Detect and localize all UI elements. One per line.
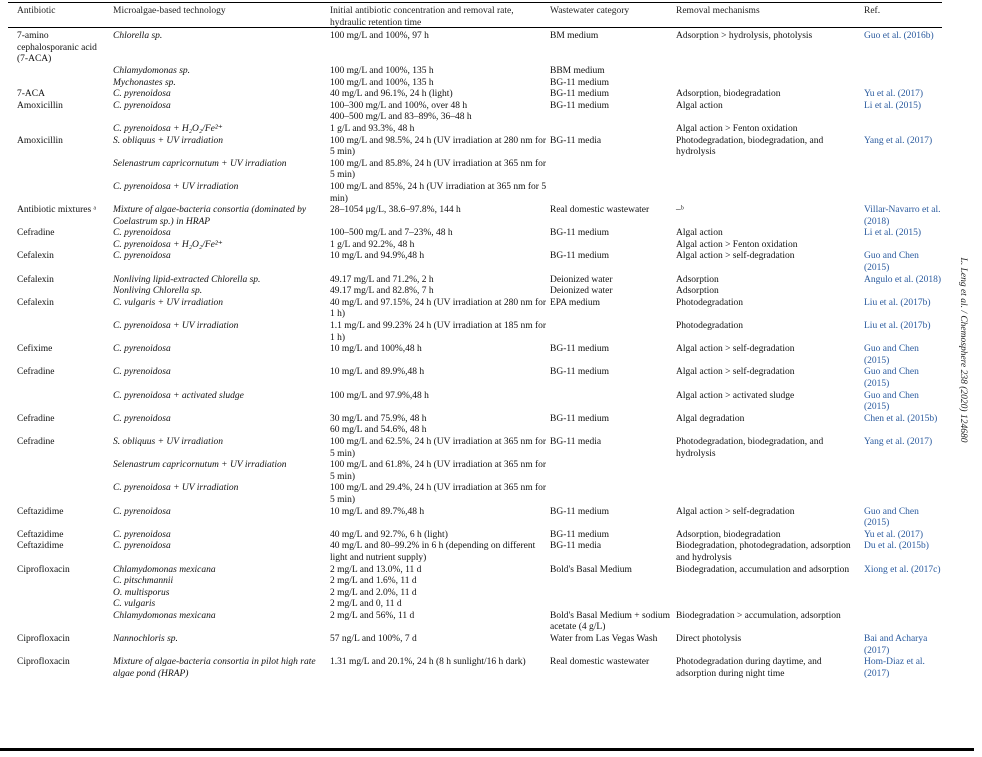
header-technology: Microalgae-based technology: [113, 6, 226, 16]
cell-technology: C. vulgaris: [113, 599, 156, 610]
cell-concentration: 28–1054 μg/L, 38.6–97.8%, 144 h: [330, 205, 461, 216]
cell-mechanism: [676, 66, 864, 78]
table-row: [17, 344, 942, 367]
cell-antibiotic: [17, 588, 113, 600]
cell-antibiotic: Ceftazidime: [17, 506, 64, 517]
cell-technology: Mixture of algae-bacteria consortia in pilot high rate algae pond (HRAP): [113, 657, 316, 679]
cell-antibiotic: Cefixime: [17, 344, 53, 355]
table-row: [17, 182, 942, 205]
cell-mechanism: [676, 588, 864, 600]
table-row: [17, 78, 942, 90]
cell-mechanism: Algal action > Fenton oxidation: [676, 239, 798, 250]
cell-mechanism: [676, 576, 864, 588]
cell-wastewater: [550, 240, 676, 252]
table-row: [17, 425, 942, 437]
cell-reference[interactable]: Liu et al. (2017b): [864, 321, 931, 332]
cell-wastewater: BG-11 medium: [550, 529, 610, 540]
cell-mechanism: Adsorption, biodegradation: [676, 89, 781, 100]
cell-concentration: 40 mg/L and 96.1%, 24 h (light): [330, 89, 453, 100]
cell-antibiotic: [17, 182, 113, 205]
cell-wastewater: [550, 425, 676, 437]
cell-technology: Selenastrum capricornutum + UV irradiation: [113, 158, 287, 169]
cell-reference: [864, 599, 942, 611]
cell-wastewater: BG-11 media: [550, 541, 602, 552]
cell-mechanism: Algal action > self-degradation: [676, 251, 795, 262]
cell-mechanism: [676, 78, 864, 90]
table-row: [17, 657, 942, 680]
cell-technology: Nannochloris sp.: [113, 634, 178, 645]
cell-antibiotic: 7-amino cephalosporanic acid (7-ACA): [17, 31, 97, 65]
cell-wastewater: EPA medium: [550, 297, 601, 308]
cell-technology: S. obliquus + UV irradiation: [113, 135, 223, 146]
cell-mechanism: Algal action > self-degradation: [676, 506, 795, 517]
cell-antibiotic: Antibiotic mixtures ᵃ: [17, 205, 97, 216]
cell-wastewater: BG-11 medium: [550, 89, 610, 100]
cell-concentration: 60 mg/L and 54.6%, 48 h: [330, 425, 427, 436]
cell-antibiotic: Amoxicillin: [17, 100, 63, 111]
cell-technology: C. pyrenoidosa + UV irradiation: [113, 321, 239, 332]
cell-technology: Selenastrum capricornutum + UV irradiation: [113, 460, 287, 471]
table-row: [17, 483, 942, 506]
cell-technology: C. pyrenoidosa: [113, 413, 171, 424]
cell-reference[interactable]: Hom-Diaz et al. (2017): [864, 657, 925, 679]
cell-technology: C. pyrenoidosa: [113, 251, 171, 262]
cell-technology: C. pyrenoidosa: [113, 367, 171, 378]
cell-wastewater: BM medium: [550, 31, 599, 42]
cell-wastewater: [550, 588, 676, 600]
cell-reference[interactable]: Yang et al. (2017): [864, 135, 933, 146]
cell-mechanism: [676, 112, 864, 124]
cell-mechanism: Algal action: [676, 228, 723, 239]
cell-reference: [864, 460, 942, 483]
cell-technology: Chlorella sp.: [113, 31, 163, 42]
cell-concentration: 1.31 mg/L and 20.1%, 24 h (8 h sunlight/16 h dark): [330, 657, 526, 668]
table-row: [17, 588, 942, 600]
cell-concentration: 57 ng/L and 100%, 7 d: [330, 634, 417, 645]
cell-antibiotic: Ciprofloxacin: [17, 564, 70, 575]
table-row: [17, 460, 942, 483]
cell-technology: [113, 425, 330, 437]
cell-mechanism: Algal action > Fenton oxidation: [676, 123, 798, 134]
table-row: [17, 414, 942, 426]
cell-concentration: 2 mg/L and 13.0%, 11 d: [330, 564, 422, 575]
cell-concentration: 100 mg/L and 61.8%, 24 h (UV irradiation at 365 nm for 5 min): [330, 460, 547, 482]
table-row: [17, 298, 942, 321]
cell-technology: Chlamydomonas sp.: [113, 65, 191, 76]
cell-reference: [864, 576, 942, 588]
cell-antibiotic: [17, 78, 113, 90]
cell-antibiotic: [17, 483, 113, 506]
cell-antibiotic: Cefalexin: [17, 251, 54, 262]
cell-concentration: 100 mg/L and 85.8%, 24 h (UV irradiation at 365 nm for 5 min): [330, 158, 547, 181]
table-row: [17, 576, 942, 588]
cell-concentration: 10 mg/L and 94.9%,48 h: [330, 251, 425, 262]
table-row: [17, 66, 942, 78]
table-row: [17, 240, 942, 252]
cell-reference[interactable]: Guo et al. (2016b): [864, 31, 934, 42]
header-concentration: Initial antibiotic concentration and removal rate, hydraulic retention time: [330, 6, 514, 28]
cell-concentration: 100 mg/L and 97.9%,48 h: [330, 390, 429, 401]
cell-technology: C. pyrenoidosa: [113, 541, 171, 552]
cell-mechanism: Algal degradation: [676, 413, 745, 424]
cell-concentration: 2 mg/L and 0, 11 d: [330, 599, 402, 610]
cell-mechanism: [676, 483, 864, 506]
cell-mechanism: Biodegradation, accumulation and adsorption: [676, 564, 850, 575]
header-antibiotic: Antibiotic: [17, 6, 56, 16]
cell-reference[interactable]: Du et al. (2015b): [864, 541, 929, 552]
cell-concentration: 100 mg/L and 29.4%, 24 h (UV irradiation at 365 nm for 5 min): [330, 483, 547, 505]
cell-mechanism: Photodegradation during daytime, and adsorption during night time: [676, 657, 822, 679]
table-row: [17, 599, 942, 611]
cell-antibiotic: Cefradine: [17, 367, 55, 378]
cell-mechanism: Photodegradation, biodegradation, and hydrolysis: [676, 135, 824, 158]
header-wastewater: Wastewater category: [550, 6, 630, 16]
cell-mechanism: Adsorption > hydrolysis, photolysis: [676, 31, 813, 42]
cell-concentration: 100 mg/L and 85%, 24 h (UV irradiation at 365 nm for 5 min): [330, 181, 547, 204]
cell-reference[interactable]: Guo and Chen (2015): [864, 367, 919, 389]
cell-wastewater: Bold's Basal Medium: [550, 564, 632, 575]
cell-mechanism: Photodegradation, biodegradation, and hydrolysis: [676, 436, 824, 459]
cell-wastewater: Real domestic wastewater: [550, 657, 650, 668]
cell-wastewater: BBM medium: [550, 65, 605, 76]
cell-antibiotic: [17, 66, 113, 78]
cell-technology: C. pyrenoidosa + H₂O₂/Fe²⁺: [113, 123, 223, 134]
cell-technology: C. pyrenoidosa + UV irradiation: [113, 483, 239, 494]
cell-antibiotic: [17, 576, 113, 588]
cell-technology: Chlamydomonas mexicana: [113, 564, 216, 575]
cell-reference[interactable]: Yu et al. (2017): [864, 529, 924, 540]
cell-antibiotic: [17, 240, 113, 252]
cell-mechanism: Biodegradation, photodegradation, adsorption and hydrolysis: [676, 541, 851, 563]
cell-concentration: 100 mg/L and 100%, 135 h: [330, 77, 434, 88]
cell-antibiotic: Cefradine: [17, 436, 55, 447]
cell-concentration: 100 mg/L and 62.5%, 24 h (UV irradiation at 365 nm for 5 min): [330, 436, 547, 459]
cell-wastewater: [550, 159, 676, 182]
cell-concentration: 10 mg/L and 89.9%,48 h: [330, 367, 425, 378]
table-row: [17, 31, 942, 66]
table-row: [17, 286, 942, 298]
table-row: [17, 101, 942, 113]
cell-concentration: 2 mg/L and 2.0%, 11 d: [330, 587, 417, 598]
cell-antibiotic: [17, 391, 113, 414]
cell-wastewater: [550, 321, 676, 344]
header-mechanisms: Removal mechanisms: [676, 6, 760, 16]
table-row: [17, 251, 942, 274]
cell-antibiotic: [17, 611, 113, 634]
cell-mechanism: Photodegradation: [676, 297, 744, 308]
cell-wastewater: [550, 599, 676, 611]
cell-technology: C. pyrenoidosa + activated sludge: [113, 390, 244, 401]
cell-technology: O. multisporus: [113, 587, 170, 598]
cell-concentration: 49.17 mg/L and 82.8%, 7 h: [330, 286, 434, 297]
cell-reference[interactable]: Guo and Chen (2015): [864, 390, 919, 413]
cell-concentration: 100 mg/L and 100%, 97 h: [330, 31, 429, 42]
cell-wastewater: Deionized water: [550, 286, 613, 297]
table-row: [17, 541, 942, 564]
cell-concentration: 10 mg/L and 100%,48 h: [330, 344, 422, 355]
cell-wastewater: BG-11 medium: [550, 77, 610, 88]
cell-wastewater: BG-11 media: [550, 436, 602, 447]
table-row: [17, 205, 942, 228]
cell-technology: [113, 112, 330, 124]
table-row: [17, 159, 942, 182]
cell-reference: [864, 124, 942, 136]
table-row: [17, 367, 942, 390]
cell-mechanism: Adsorption, biodegradation: [676, 529, 781, 540]
cell-wastewater: BG-11 medium: [550, 100, 610, 111]
cell-wastewater: Water from Las Vegas Wash: [550, 634, 658, 645]
cell-antibiotic: [17, 124, 113, 136]
table-row: [17, 565, 942, 577]
table-row: [17, 124, 942, 136]
cell-wastewater: BG-11 medium: [550, 413, 610, 424]
running-header-text: L. Leng et al. / Chemosphere 238 (2020) 124680: [958, 257, 968, 443]
cell-mechanism: Adsorption: [676, 274, 719, 285]
cell-concentration: 1.1 mg/L and 99.23% 24 h (UV irradiation at 185 nm for 1 h): [330, 321, 547, 343]
cell-technology: Mychonastes sp.: [113, 77, 176, 88]
cell-wastewater: [550, 391, 676, 414]
cell-mechanism: [676, 159, 864, 182]
cell-technology: S. obliquus + UV irradiation: [113, 436, 223, 447]
table-row: [17, 634, 942, 657]
cell-wastewater: Deionized water: [550, 274, 613, 285]
cell-antibiotic: [17, 159, 113, 182]
cell-technology: C. pyrenoidosa + UV irradiation: [113, 181, 239, 192]
cell-technology: Mixture of algae-bacteria consortia (dominated by Coelastrum sp.) in HRAP: [113, 205, 307, 227]
table-row: [17, 611, 942, 634]
cell-antibiotic: [17, 599, 113, 611]
cell-mechanism: Algal action > self-degradation: [676, 367, 795, 378]
cell-reference: [864, 425, 942, 437]
cell-mechanism: Photodegradation: [676, 321, 744, 332]
cell-reference: [864, 159, 942, 182]
cell-concentration: 100 mg/L and 98.5%, 24 h (UV irradiation at 280 nm for 5 min): [330, 135, 547, 158]
cell-reference[interactable]: Angulo et al. (2018): [864, 274, 942, 285]
cell-reference[interactable]: Bai and Acharya (2017): [864, 634, 928, 656]
cell-technology: C. pyrenoidosa: [113, 89, 171, 100]
cell-wastewater: [550, 483, 676, 506]
cell-wastewater: [550, 112, 676, 124]
cell-reference[interactable]: Yu et al. (2017): [864, 89, 924, 100]
cell-reference[interactable]: Xiong et al. (2017c): [864, 564, 941, 575]
table-row: [17, 437, 942, 460]
cell-technology: Chlamydomonas mexicana: [113, 610, 216, 621]
cell-technology: Nonliving Chlorella sp.: [113, 286, 203, 297]
cell-reference: [864, 182, 942, 205]
cell-antibiotic: [17, 460, 113, 483]
cell-antibiotic: Amoxicillin: [17, 135, 63, 146]
cell-concentration: 1 g/L and 93.3%, 48 h: [330, 123, 415, 134]
cell-reference: [864, 611, 942, 634]
cell-antibiotic: 7-ACA: [17, 89, 45, 100]
header-ref: Ref.: [864, 6, 881, 16]
cell-concentration: 100 mg/L and 100%, 135 h: [330, 65, 434, 76]
table-row: [17, 275, 942, 287]
cell-reference[interactable]: Guo and Chen (2015): [864, 251, 919, 274]
cell-concentration: 1 g/L and 92.2%, 48 h: [330, 239, 415, 250]
table-row: [17, 89, 942, 101]
cell-wastewater: BG-11 medium: [550, 251, 610, 262]
table-row: [17, 136, 942, 159]
cell-technology: C. pitschmannii: [113, 576, 174, 587]
cell-concentration: 30 mg/L and 75.9%, 48 h: [330, 413, 427, 424]
cell-concentration: 2 mg/L and 56%, 11 d: [330, 610, 415, 621]
cell-mechanism: Algal action > activated sludge: [676, 390, 795, 401]
cell-mechanism: [676, 182, 864, 205]
cell-antibiotic: Cefradine: [17, 413, 55, 424]
cell-antibiotic: [17, 425, 113, 437]
cell-technology: C. pyrenoidosa + H₂O₂/Fe²⁺: [113, 239, 223, 250]
cell-antibiotic: Cefradine: [17, 228, 55, 239]
cell-technology: C. pyrenoidosa: [113, 344, 171, 355]
cell-concentration: 2 mg/L and 1.6%, 11 d: [330, 576, 417, 587]
cell-reference[interactable]: Li et al. (2015): [864, 100, 921, 111]
cell-concentration: 40 mg/L and 97.15%, 24 h (UV irradiation at 280 nm for 1 h): [330, 297, 547, 320]
table-row: [17, 507, 942, 530]
cell-mechanism: [676, 460, 864, 483]
cell-wastewater: Bold's Basal Medium + sodium acetate (4 g/L): [550, 610, 671, 633]
cell-reference: [864, 78, 942, 90]
cell-mechanism: Algal action > self-degradation: [676, 344, 795, 355]
cell-reference: [864, 112, 942, 124]
cell-wastewater: Real domestic wastewater: [550, 205, 650, 216]
cell-mechanism: –ᵇ: [676, 205, 684, 216]
cell-technology: C. pyrenoidosa: [113, 228, 171, 239]
cell-concentration: 10 mg/L and 89.7%,48 h: [330, 506, 425, 517]
cell-mechanism: Adsorption: [676, 286, 719, 297]
cell-antibiotic: [17, 286, 113, 298]
cell-reference: [864, 66, 942, 78]
cell-concentration: 100–500 mg/L and 7–23%, 48 h: [330, 228, 453, 239]
cell-concentration: 40 mg/L and 92.7%, 6 h (light): [330, 529, 448, 540]
cell-technology: Nonliving lipid-extracted Chlorella sp.: [113, 274, 261, 285]
cell-antibiotic: Ciprofloxacin: [17, 634, 70, 645]
table-row: [17, 112, 942, 124]
cell-concentration: 400–500 mg/L and 83–89%, 36–48 h: [330, 112, 472, 123]
cell-antibiotic: Cefalexin: [17, 274, 54, 285]
cell-concentration: 100–300 mg/L and 100%, over 48 h: [330, 100, 468, 111]
header-row: [17, 6, 942, 29]
cell-technology: C. vulgaris + UV irradiation: [113, 297, 223, 308]
cell-reference: [864, 483, 942, 506]
table-row: [17, 391, 942, 414]
cell-wastewater: [550, 182, 676, 205]
bottom-rule: [0, 748, 974, 751]
cell-technology: C. pyrenoidosa: [113, 529, 171, 540]
antibiotic-removal-table: [17, 6, 942, 680]
cell-reference[interactable]: Chen et al. (2015b): [864, 413, 938, 424]
table-row: [17, 530, 942, 542]
cell-reference: [864, 240, 942, 252]
table-body: [17, 31, 942, 680]
cell-mechanism: Biodegradation > accumulation, adsorption: [676, 610, 841, 621]
cell-reference[interactable]: Guo and Chen (2015): [864, 344, 919, 366]
cell-wastewater: BG-11 medium: [550, 228, 610, 239]
cell-concentration: 40 mg/L and 80–99.2% in 6 h (depending on different light and nutrient supply): [330, 541, 536, 563]
cell-wastewater: [550, 576, 676, 588]
cell-technology: C. pyrenoidosa: [113, 100, 171, 111]
cell-wastewater: [550, 460, 676, 483]
cell-reference[interactable]: Li et al. (2015): [864, 228, 921, 239]
cell-concentration: 49.17 mg/L and 71.2%, 2 h: [330, 274, 434, 285]
cell-technology: C. pyrenoidosa: [113, 506, 171, 517]
cell-wastewater: BG-11 media: [550, 135, 602, 146]
cell-reference[interactable]: Liu et al. (2017b): [864, 297, 931, 308]
cell-antibiotic: Ceftazidime: [17, 541, 64, 552]
cell-antibiotic: Ciprofloxacin: [17, 657, 70, 668]
cell-wastewater: BG-11 medium: [550, 344, 610, 355]
cell-mechanism: Direct photolysis: [676, 634, 742, 645]
cell-reference[interactable]: Villar-Navarro et al. (2018): [864, 205, 941, 227]
cell-reference: [864, 588, 942, 600]
cell-mechanism: [676, 425, 864, 437]
cell-wastewater: BG-11 medium: [550, 367, 610, 378]
table-row: [17, 321, 942, 344]
cell-mechanism: Algal action: [676, 100, 723, 111]
cell-mechanism: [676, 599, 864, 611]
table-row: [17, 228, 942, 240]
cell-antibiotic: [17, 321, 113, 344]
cell-antibiotic: [17, 112, 113, 124]
cell-reference[interactable]: Yang et al. (2017): [864, 436, 933, 447]
cell-antibiotic: Ceftazidime: [17, 529, 64, 540]
running-header: [950, 240, 976, 460]
cell-reference: [864, 286, 942, 298]
cell-reference[interactable]: Guo and Chen (2015): [864, 506, 919, 529]
cell-antibiotic: Cefalexin: [17, 297, 54, 308]
top-rule: [8, 2, 942, 3]
cell-wastewater: BG-11 medium: [550, 506, 610, 517]
cell-wastewater: [550, 124, 676, 136]
